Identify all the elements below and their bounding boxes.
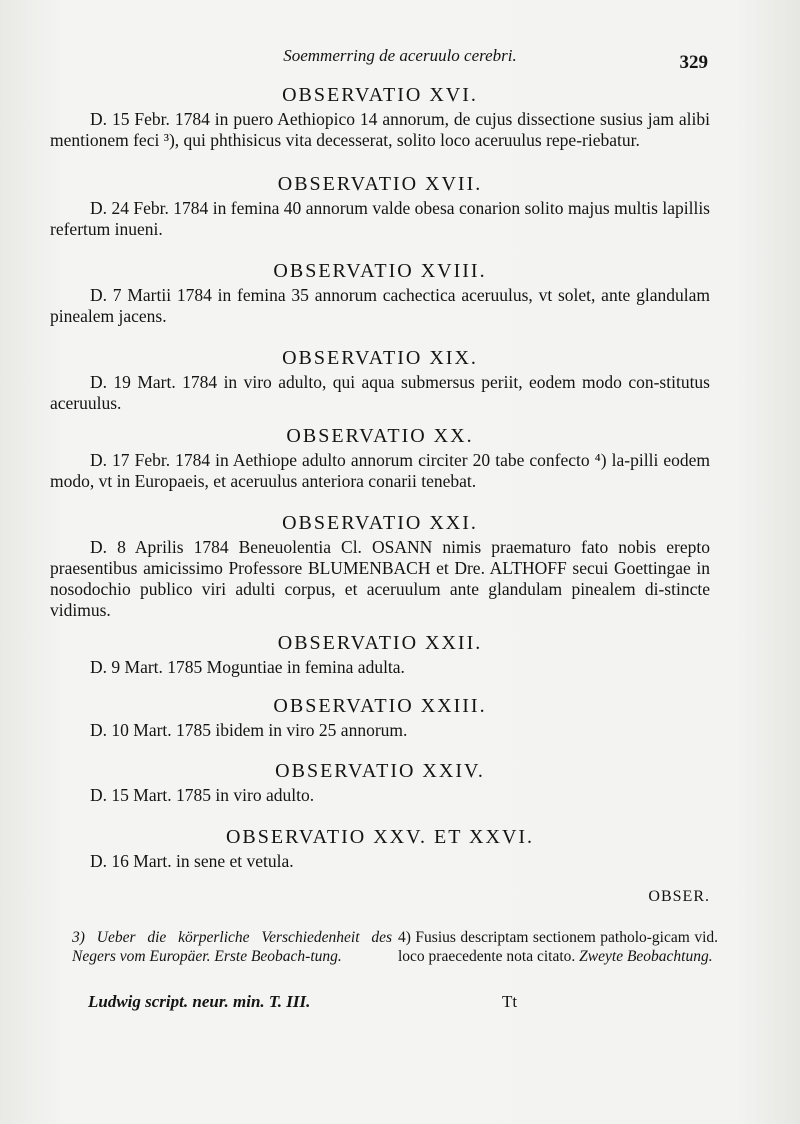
- observation-xxiv: [50, 760, 710, 806]
- observation-text: D. 10 Mart. 1785 ibidem in viro 25 annorum.: [90, 720, 408, 740]
- observation-text: D. 15 Mart. 1785 in viro adulto.: [90, 785, 315, 805]
- footnote-4-reference: Zweyte Beobachtung.: [579, 948, 713, 965]
- observation-title: OBSERVATIO XVII.: [277, 173, 483, 195]
- observation-title: OBSERVATIO XIX.: [282, 347, 478, 369]
- running-head: Soemmerring de aceruulo cerebri.: [283, 46, 517, 65]
- observation-text: D. 16 Mart. in sene et vetula.: [90, 851, 294, 871]
- footnote-4: [398, 928, 718, 966]
- observation-xxii: [50, 632, 710, 678]
- catchword: OBSER.: [648, 888, 710, 905]
- observation-text: D. 7 Martii 1784 in femina 35 annorum cachectica aceruulus, vt solet, ante glandulam pinealem jacens.: [50, 285, 710, 326]
- observation-title: OBSERVATIO XXII.: [277, 632, 483, 654]
- observation-xix: [50, 347, 710, 414]
- observation-title: OBSERVATIO XXIV.: [275, 760, 485, 782]
- observation-title: OBSERVATIO XXIII.: [273, 695, 487, 717]
- observation-title: OBSERVATIO XVIII.: [273, 260, 487, 282]
- observation-xviii: [50, 260, 710, 327]
- signature-mark: Tt: [502, 992, 518, 1011]
- signature-line: Ludwig script. neur. min. T. III.: [88, 992, 311, 1011]
- observation-title: OBSERVATIO XX.: [286, 425, 474, 447]
- observation-xxv-xxvi: [50, 826, 710, 872]
- observation-xvi: [50, 84, 710, 151]
- observation-text: D. 15 Febr. 1784 in puero Aethiopico 14 annorum, de cujus dissectione susius jam alibi mentionem feci ³), qui phthisicus vita decesserat, solito loco aceruulus repe-riebatur.: [50, 109, 710, 150]
- observation-xxiii: [50, 695, 710, 741]
- page-number: 329: [679, 52, 708, 73]
- observation-text: D. 24 Febr. 1784 in femina 40 annorum valde obesa conarion solito majus multis lapillis refertum inueni.: [50, 198, 710, 239]
- footnote-4-text: 4) Fusius descriptam sectionem patholo-gicam vid. loco praecedente nota citato.: [398, 929, 718, 965]
- observation-text: D. 9 Mart. 1785 Moguntiae in femina adulta.: [90, 657, 405, 677]
- observation-text: D. 17 Febr. 1784 in Aethiope adulto annorum circiter 20 tabe confecto ⁴) la-pilli eodem modo, vt in Europaeis, et aceruulus anteriora conarii tenebat.: [50, 450, 710, 491]
- observation-title: OBSERVATIO XXV. ET XXVI.: [225, 826, 535, 848]
- observation-title: OBSERVATIO XVI.: [282, 84, 478, 106]
- observation-text: D. 8 Aprilis 1784 Beneuolentia Cl. OSANN nimis praematuro fato nobis erepto praesentibus amicissimo Professore BLUMENBACH et Dre. ALTHOFF secui Goettingae in nosodochio publico viri adulti corpus, et aceruulum ante glandulam pinealem di-stincte vidimus.: [50, 537, 710, 620]
- observation-xx: [50, 425, 710, 492]
- observation-text: D. 19 Mart. 1784 in viro adulto, qui aqua submersus periit, eodem modo con-stitutus aceruulus.: [50, 372, 710, 413]
- observation-title: OBSERVATIO XXI.: [282, 512, 478, 534]
- footnote-3: 3) Ueber die körperliche Verschiedenheit des Negers vom Europäer. Erste Beobach-tung.: [72, 929, 392, 965]
- observation-xxi: [50, 512, 710, 621]
- observation-xvii: [50, 173, 710, 240]
